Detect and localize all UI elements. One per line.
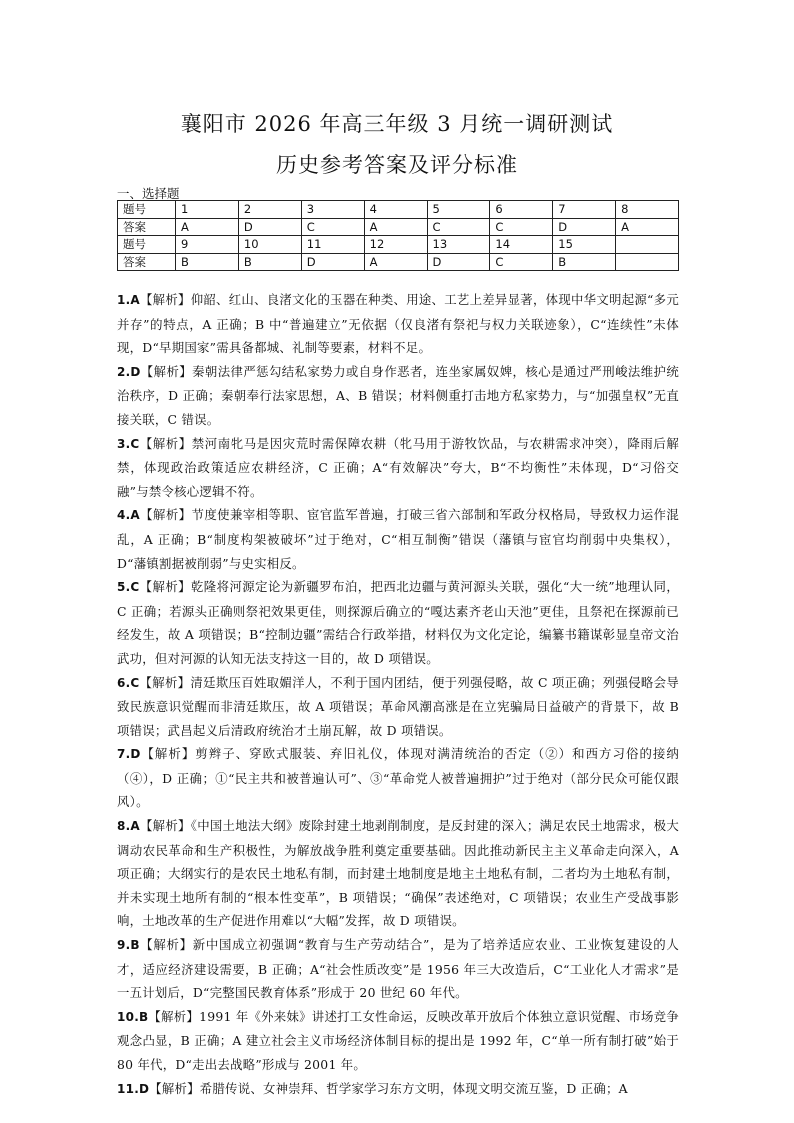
answer-cell: D: [301, 253, 364, 271]
explanation-text: 【解析】乾隆将河源定论为新疆罗布泊，把西北边疆与黄河源头关联，强化“大一统”地理认同，C 正确；若源头正确则祭祀效果更佳，则探源后确立的“嘎达素齐老山天池”更佳，且祭祀在探源前已经发生，故 A 项错误；B“控制边疆”需结合行政举措，材料仅为文化定论，编纂书籍谋彰显皇帝文治武功，但对河源的认知无法支持这一目的，故 D 项错误。: [117, 579, 679, 666]
answer-cell: 2: [238, 201, 301, 219]
explanation-text: 【解析】仰韶、红山、良渚文化的玉器在种类、用途、工艺上差异显著，体现中华文明起源“多元并存”的特点，A 正确；B 中“普遍建立”无依据（仅良渚有祭祀与权力关联迹象），C“连续性”未体现，D“早期国家”需具备都城、礼制等要素，材料不足。: [117, 292, 679, 356]
explanation-text: 【解析】新中国成立初强调“教育与生产劳动结合”，是为了培养适应农业、工业恢复建设的人才，适应经济建设需要，B 正确；A“社会性质改变”是 1956 年三大改造后，C“工业化人才需求”是一五计划后，D“完整国民教育体系”形成于 20 世纪 60 年代。: [117, 937, 679, 1001]
doc-subtitle: 历史参考答案及评分标准: [276, 153, 518, 177]
answer-cell: B: [176, 253, 239, 271]
explanation-text: 【解析】节度使兼宰相等职、宦官监军普遍，打破三省六部制和军政分权格局，导致权力运作混乱，A 正确；B“制度构架被破坏”过于绝对，C“相互制衡”错误（藩镇与宦官均削弱中央集权），D“藩镇割据被削弱”与史实相反。: [117, 507, 679, 571]
answer-cell: A: [364, 218, 427, 236]
explanation-text: 【解析】《中国土地法大纲》废除封建土地剥削制度，是反封建的深入；满足农民土地需求，极大调动农民革命和生产积极性，为解放战争胜利奠定重要基础。因此推动新民主主义革命走向深入，A 项正确；大纲实行的是农民土地私有制，而封建土地制度是地主土地私有制，二者均为土地私有制，并未实现土地所有制的“根本性变革”，B 项错误；“确保”表述绝对，C 项错误；农业生产受战事影响，土地改革的生产促进作用难以“大幅”发挥，故 D 项错误。: [117, 818, 679, 929]
answer-cell: 15: [553, 236, 616, 254]
answer-cell: D: [238, 218, 301, 236]
question-number: 7.D: [117, 747, 141, 762]
answer-cell: 6: [490, 201, 553, 219]
answer-cell: C: [301, 218, 364, 236]
explanation-item: [117, 814, 679, 933]
answer-cell: 7: [553, 201, 616, 219]
answer-cell: D: [553, 218, 616, 236]
answer-cell: A: [616, 218, 679, 236]
answer-cell: 12: [364, 236, 427, 254]
section-heading: 一、选择题: [117, 186, 180, 201]
row-label: 题号: [118, 201, 176, 219]
question-number: 6.C: [117, 675, 140, 690]
explanation-item: [117, 575, 679, 670]
explanation-item: [117, 742, 679, 814]
explanation-item: [117, 671, 679, 743]
answer-cell: [616, 253, 679, 271]
explanation-item: [117, 503, 679, 575]
answer-cell: [616, 236, 679, 254]
question-number: 4.A: [117, 508, 140, 523]
explanation-item: [117, 288, 679, 360]
question-number: 11.D: [117, 1081, 150, 1096]
answer-cell: 4: [364, 201, 427, 219]
question-number: 2.D: [117, 364, 141, 379]
question-number: 3.C: [117, 436, 140, 451]
explanation-text: 【解析】剪辫子、穿欧式服装、弃旧礼仪，体现对满清统治的否定（②）和西方习俗的接纳（④），D 正确；①“民主共和被普遍认可”、③“革命党人被普遍拥护”过于绝对（部分民众可能仅跟风）。: [117, 746, 679, 810]
question-number: 1.A: [117, 293, 140, 307]
answer-cell: 13: [427, 236, 490, 254]
explanation-text: 【解析】秦朝法律严惩勾结私家势力或自身作恶者，连坐家属奴婢，核心是通过严刑峻法维护统治秩序，D 正确；秦朝奉行法家思想，A、B 错误；材料侧重打击地方私家势力，与“加强皇权”无直接关联，C 错误。: [117, 363, 679, 427]
answer-cell: B: [238, 253, 301, 271]
explanation-list: [117, 288, 679, 1101]
answer-cell: 14: [490, 236, 553, 254]
answer-cell: C: [427, 218, 490, 236]
answer-cell: 1: [176, 201, 239, 219]
answer-cell: A: [176, 218, 239, 236]
answer-table-row: [118, 201, 679, 219]
answer-cell: C: [490, 218, 553, 236]
answer-cell: 9: [176, 236, 239, 254]
answer-cell: 8: [616, 201, 679, 219]
row-label: 答案: [118, 218, 176, 236]
explanation-item: [117, 1077, 679, 1102]
answer-table-row: [118, 253, 679, 271]
question-number: 5.C: [117, 580, 140, 595]
question-number: 10.B: [117, 1009, 149, 1024]
explanation-text: 【解析】禁河南牝马是因灾荒时需保障农耕（牝马用于游牧饮品，与农耕需求冲突），降雨后解禁，体现政治政策适应农耕经济，C 正确；A“有效解决”夸大，B“不均衡性”未体现，D“习俗交融”与禁令核心逻辑不符。: [117, 435, 679, 499]
explanation-text: 【解析】清廷欺压百姓取媚洋人，不利于国内团结，便于列强侵略，故 C 项正确；列强侵略会导致民族意识觉醒而非清廷欺压，故 A 项错误；革命风潮高涨是在立宪骗局日益破产的背景下，故 B 项错误；武昌起义后清政府统治才土崩瓦解，故 D 项错误。: [117, 674, 679, 738]
answer-table-row: [118, 236, 679, 254]
answer-cell: D: [427, 253, 490, 271]
explanation-item: [117, 1005, 679, 1077]
answer-cell: 10: [238, 236, 301, 254]
row-label: 答案: [118, 253, 176, 271]
question-number: 8.A: [117, 819, 140, 834]
answer-cell: B: [553, 253, 616, 271]
explanation-text: 【解析】希腊传说、女神崇拜、哲学家学习东方文明，体现文明交流互鉴，D 正确；A: [149, 1080, 628, 1096]
explanation-item: [117, 933, 679, 1005]
answer-table-row: [118, 218, 679, 236]
explanation-item: [117, 360, 679, 432]
explanation-text: 【解析】1991 年《外来妹》讲述打工女性命运，反映改革开放后个体独立意识觉醒、市场竞争观念凸显，B 正确；A 建立社会主义市场经济体制目标的提出是 1992 年，C“单一所有制打破”始于 80 年代，D“走出去战略”形成与 2001 年。: [117, 1008, 679, 1072]
answer-table: [117, 200, 679, 271]
answer-cell: A: [364, 253, 427, 271]
answer-cell: 11: [301, 236, 364, 254]
row-label: 题号: [118, 236, 176, 254]
question-number: 9.B: [117, 938, 140, 953]
answer-cell: 3: [301, 201, 364, 219]
explanation-item: [117, 432, 679, 504]
answer-cell: C: [490, 253, 553, 271]
doc-title: 襄阳市 2026 年高三年级 3 月统一调研测试: [180, 112, 614, 136]
answer-cell: 5: [427, 201, 490, 219]
